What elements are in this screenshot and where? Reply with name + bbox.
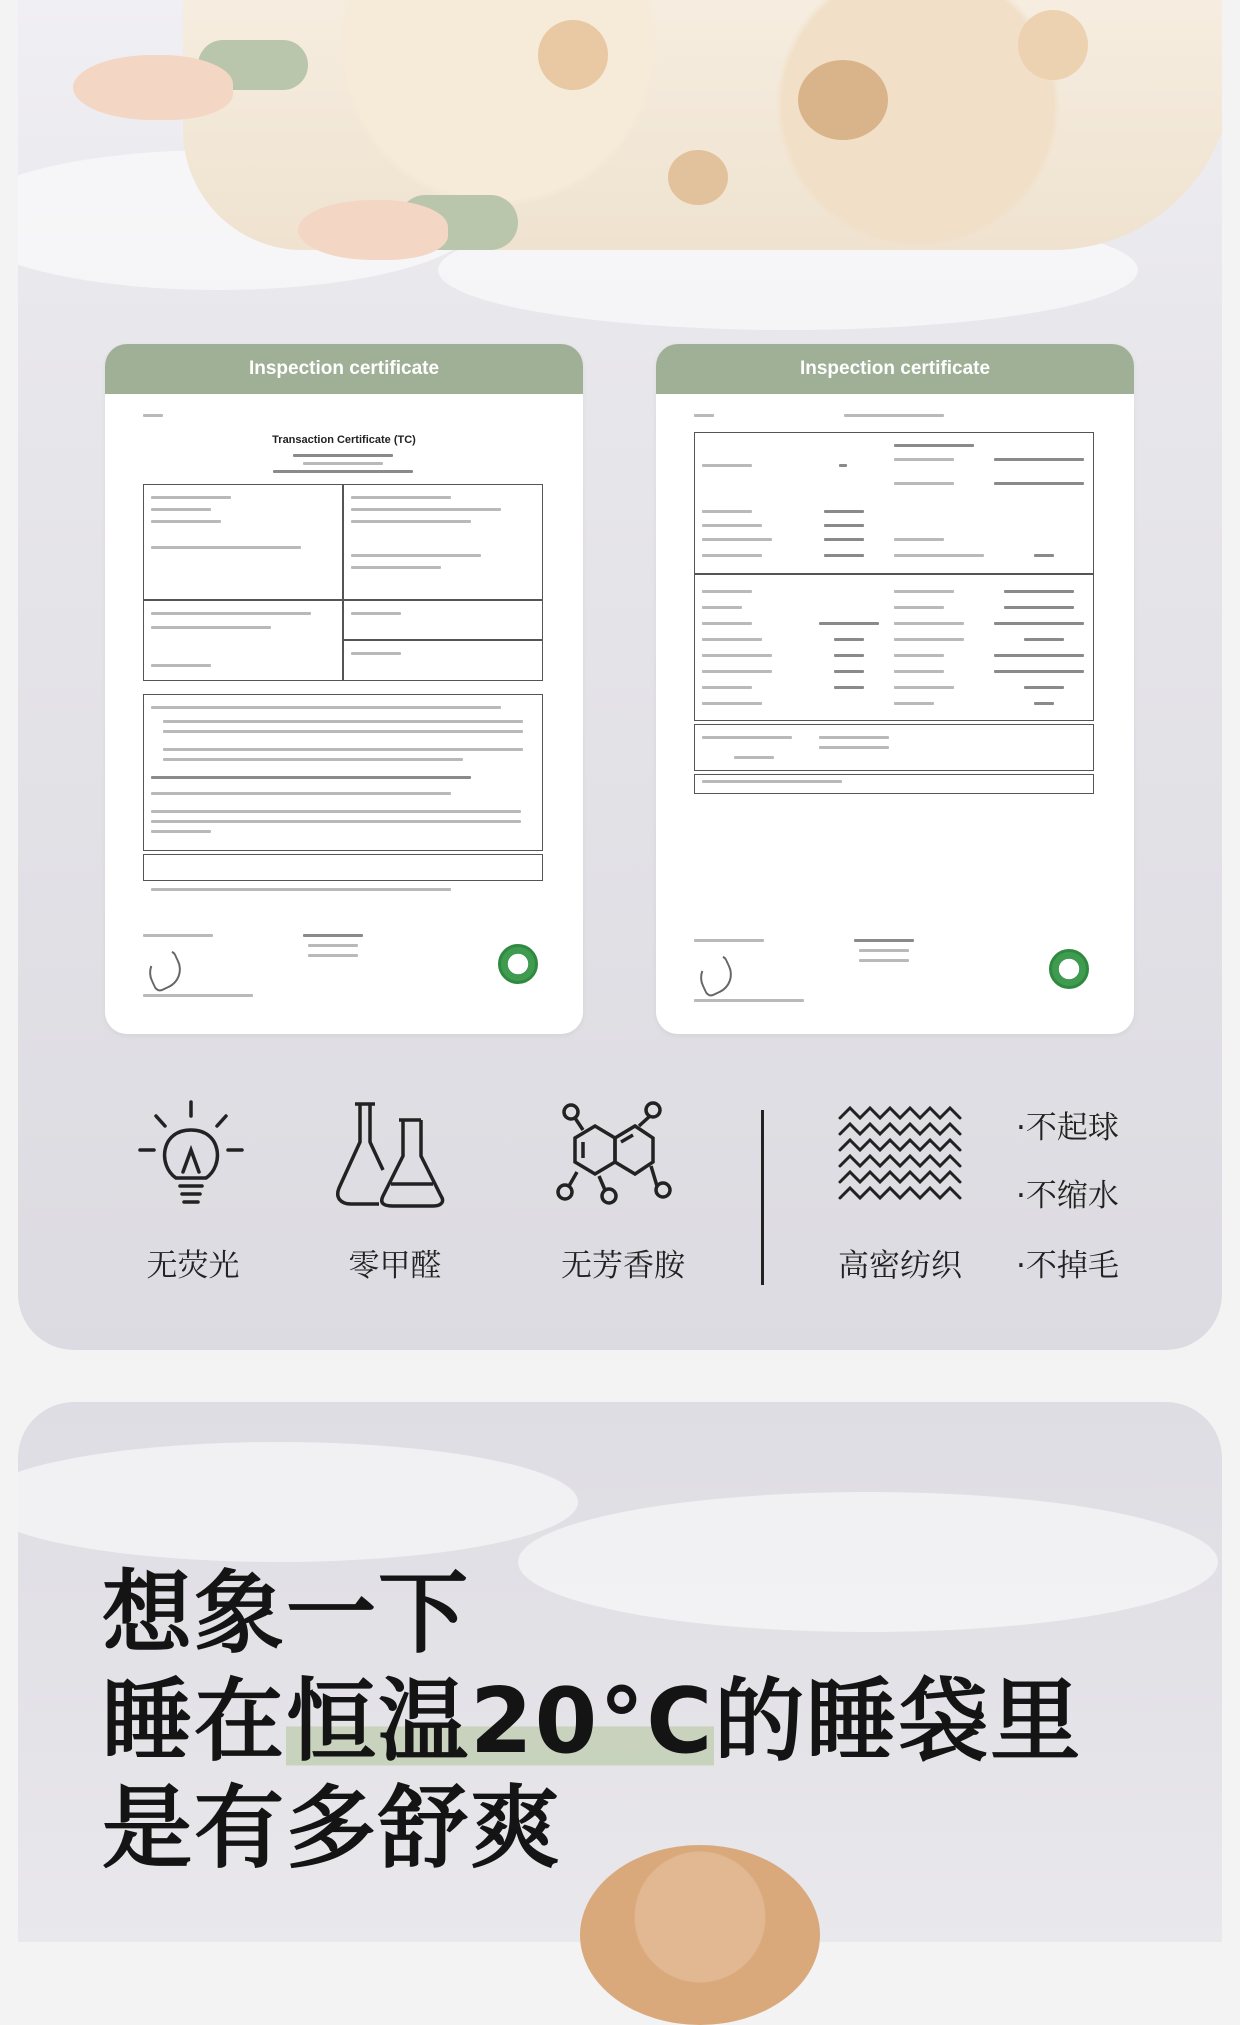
certificate-card (18, 0, 1222, 1350)
feature-label: 无荧光 (146, 1248, 240, 1284)
floral-print (1018, 10, 1088, 80)
feature-zero-formaldehyde (318, 1100, 468, 1210)
baby-head-photo (580, 1845, 820, 2025)
certificate-header: Inspection certificate (656, 344, 1134, 394)
bulb-icon (136, 1100, 246, 1210)
feature-high-density-weave (826, 1100, 976, 1210)
section-divider (761, 1110, 764, 1285)
benefit-no-shrinking: ·不缩水 (1016, 1178, 1119, 1214)
gots-seal-icon (1049, 949, 1089, 989)
gots-seal-icon (498, 944, 538, 984)
floral-print (668, 150, 728, 205)
feature-label: 零甲醛 (348, 1248, 442, 1284)
feature-label: 高密纺织 (838, 1248, 962, 1284)
benefit-no-pilling: ·不起球 (1016, 1110, 1119, 1146)
headline-line-3: 是有多舒爽 (102, 1776, 562, 1881)
certificate-doc-title: Transaction Certificate (TC) (272, 434, 416, 446)
floral-print (798, 60, 888, 140)
flask-icon (333, 1100, 453, 1210)
feature-no-fluorescence (116, 1100, 266, 1210)
certificate-document-1 (105, 344, 583, 1034)
product-photo-top (18, 0, 1222, 330)
headline-line-1: 想象一下 (102, 1561, 470, 1666)
certificate-page (143, 414, 545, 1014)
feature-no-aromatic-amine (538, 1100, 688, 1210)
feature-label: 无芳香胺 (561, 1248, 685, 1284)
bed-sheet-fold (518, 1492, 1218, 1632)
floral-print (538, 20, 608, 90)
molecule-icon (553, 1100, 673, 1210)
certificate-header: Inspection certificate (105, 344, 583, 394)
certificate-page (694, 414, 1096, 1014)
headline-highlight: 恒温20°C (286, 1669, 715, 1774)
headline-line-2: 睡在恒温20°C的睡袋里 (102, 1669, 1083, 1774)
weave-icon (836, 1100, 966, 1210)
benefit-no-shedding: ·不掉毛 (1016, 1248, 1119, 1284)
baby-hand (73, 55, 233, 120)
baby-hand (298, 200, 448, 260)
certificate-document-2 (656, 344, 1134, 1034)
